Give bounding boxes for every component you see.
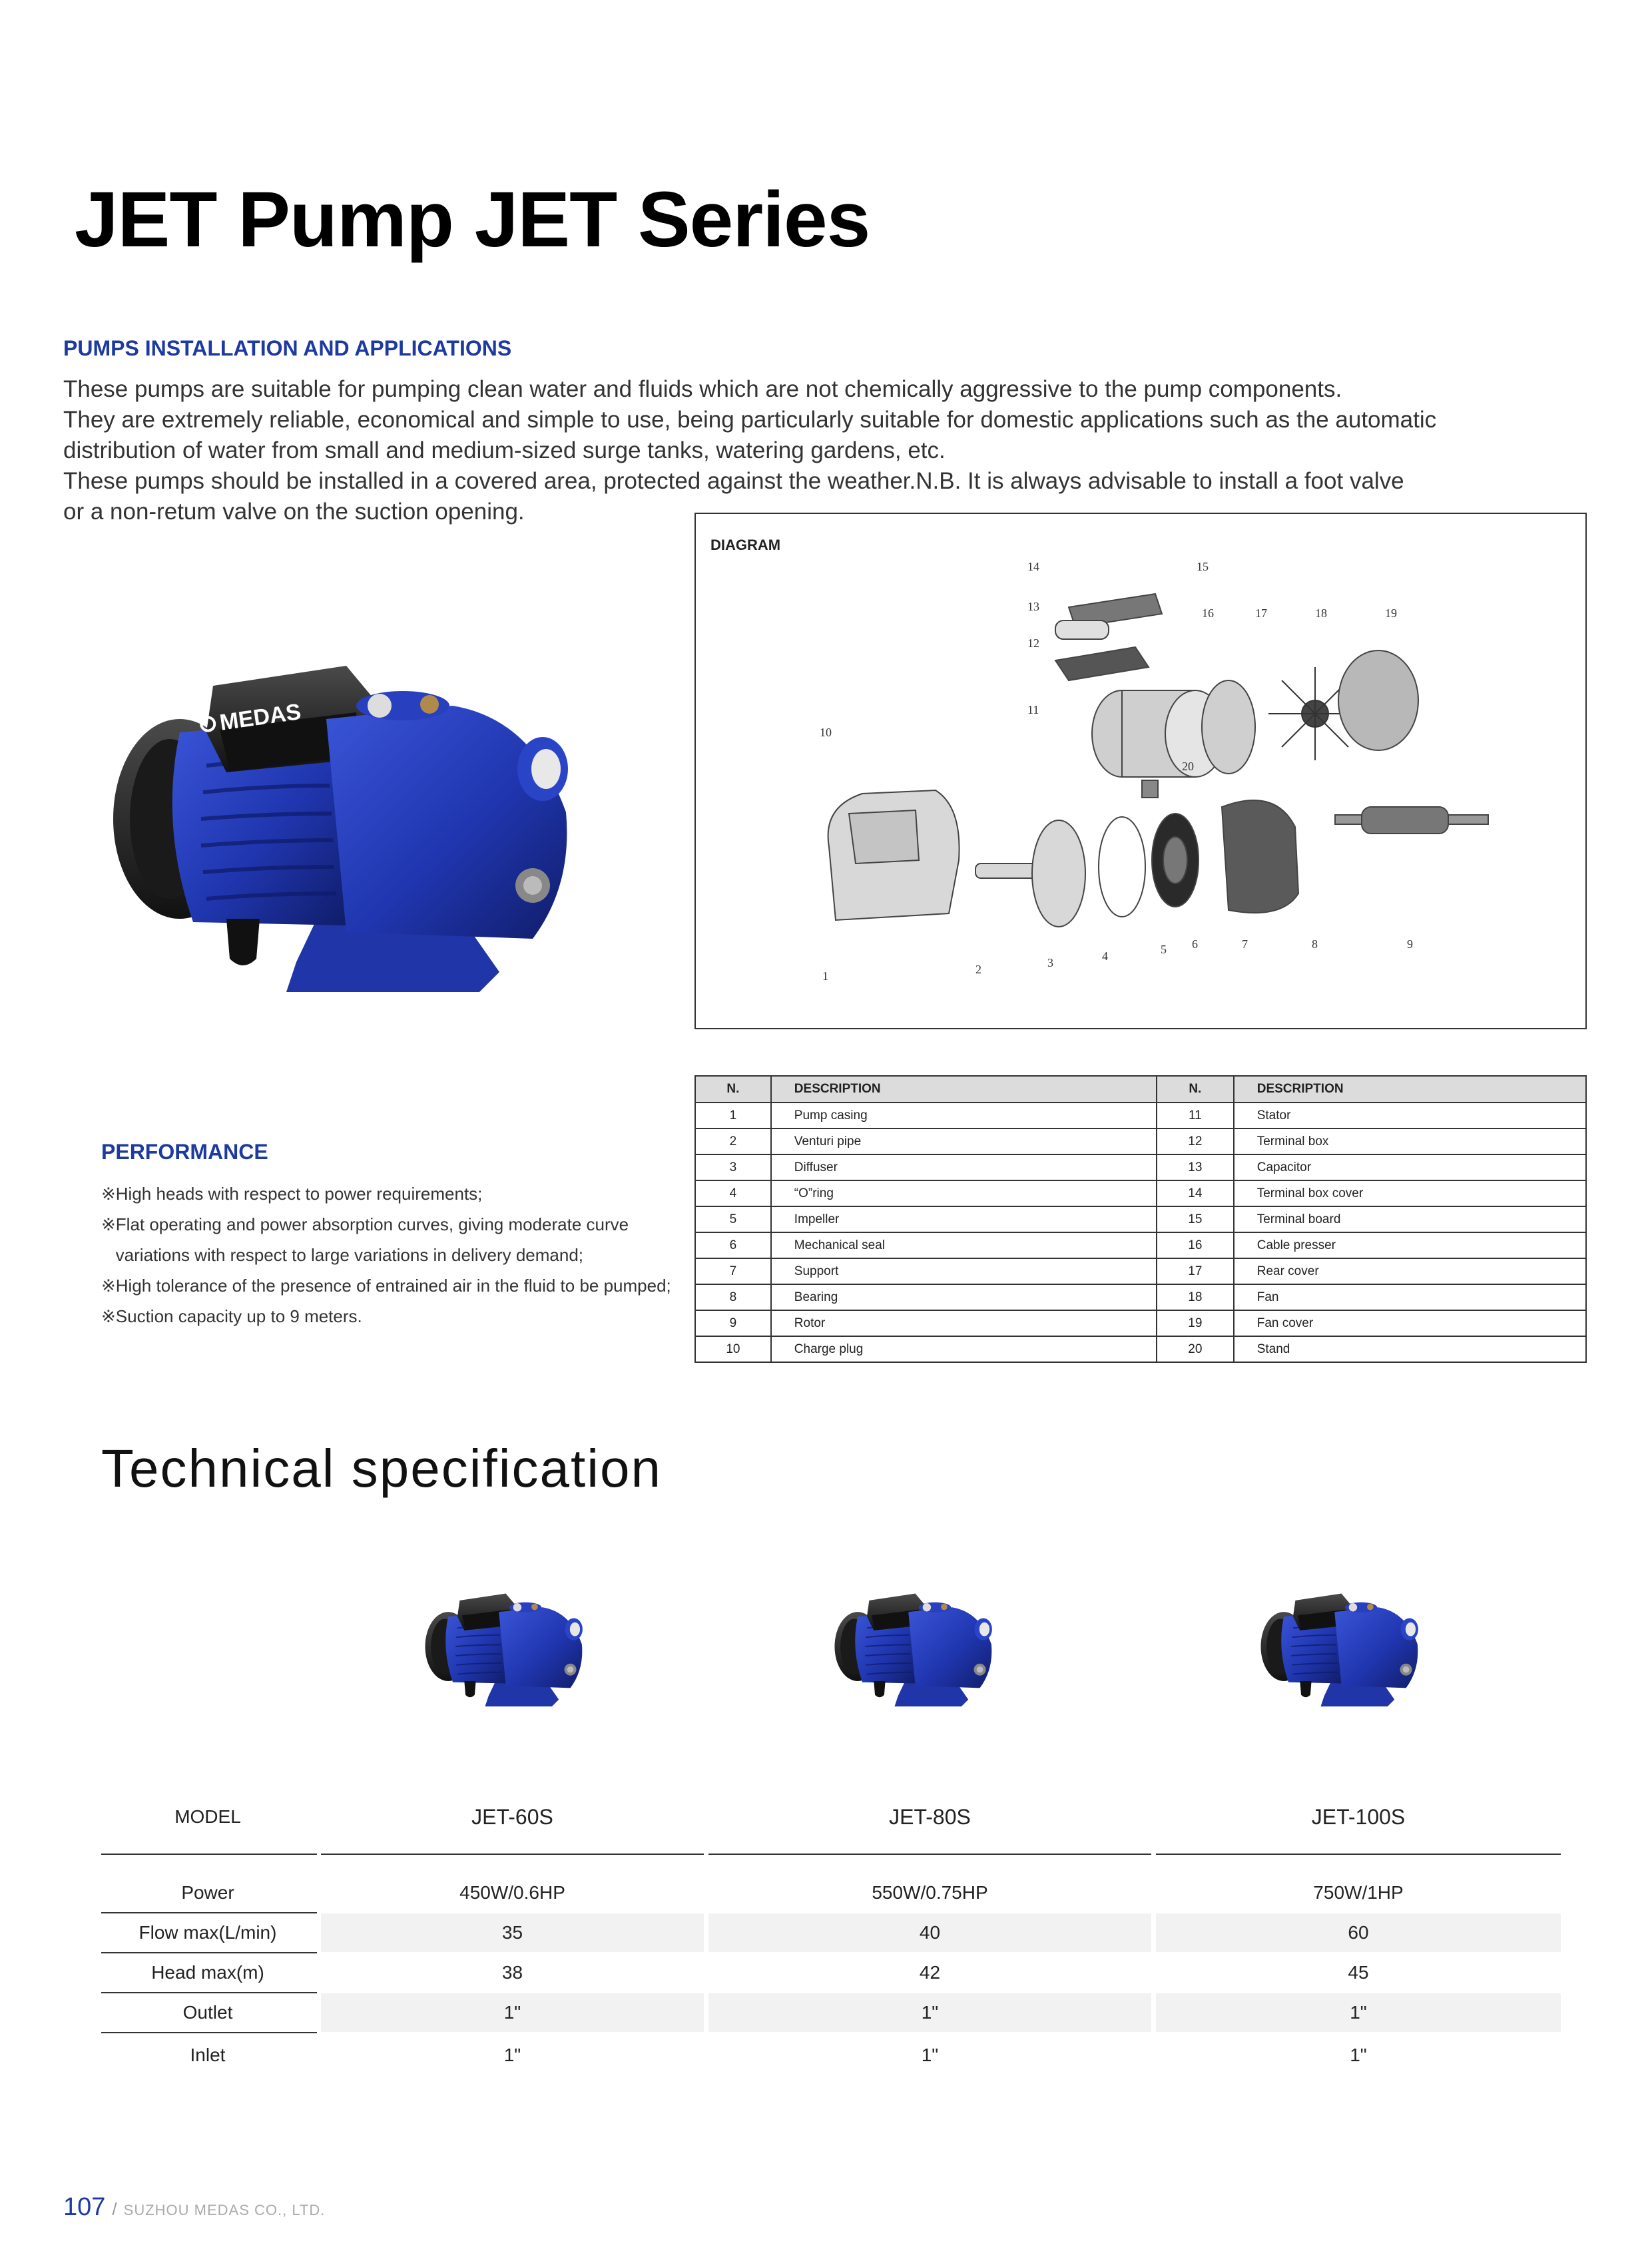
spec-label: Outlet bbox=[182, 2002, 233, 2023]
column-header: N. bbox=[695, 1076, 771, 1103]
parts-row bbox=[695, 1336, 1586, 1362]
spec-row bbox=[101, 1873, 1561, 1912]
performance-list bbox=[101, 1178, 671, 1332]
parts-table-header bbox=[695, 1076, 1586, 1103]
spec-header-model-2: JET-80S bbox=[889, 1805, 971, 1829]
part-description: Venturi pipe bbox=[771, 1128, 1157, 1154]
spec-value: 550W/0.75HP bbox=[872, 1882, 988, 1903]
callout-16: 16 bbox=[1202, 607, 1214, 620]
spec-label: Power bbox=[181, 1882, 234, 1903]
callout-10: 10 bbox=[820, 726, 832, 739]
installation-line: or a non-retum valve on the suction opening. bbox=[63, 499, 525, 525]
part-number: 12 bbox=[1157, 1128, 1234, 1154]
parts-row bbox=[695, 1310, 1586, 1336]
spec-header-row bbox=[101, 1798, 1561, 1836]
part-description: Fan cover bbox=[1234, 1310, 1586, 1336]
company-name: SUZHOU MEDAS CO., LTD. bbox=[123, 2202, 326, 2218]
parts-row bbox=[695, 1128, 1586, 1154]
column-header: DESCRIPTION bbox=[1234, 1076, 1586, 1103]
spec-row bbox=[101, 2036, 1561, 2075]
spec-value: 38 bbox=[501, 1962, 523, 1983]
part-number: 16 bbox=[1157, 1232, 1234, 1258]
parts-row bbox=[695, 1180, 1586, 1206]
performance-item: ※Suction capacity up to 9 meters. bbox=[101, 1306, 362, 1326]
parts-row bbox=[695, 1103, 1586, 1128]
column-header: DESCRIPTION bbox=[771, 1076, 1157, 1103]
spec-header-model-3: JET-100S bbox=[1311, 1805, 1406, 1829]
callout-5: 5 bbox=[1161, 943, 1167, 956]
parts-row bbox=[695, 1258, 1586, 1284]
callout-2: 2 bbox=[975, 963, 981, 976]
spec-value: 45 bbox=[1348, 1962, 1369, 1983]
spec-value: 1" bbox=[1350, 2045, 1367, 2065]
callout-13: 13 bbox=[1027, 600, 1039, 613]
part-number: 7 bbox=[695, 1258, 771, 1284]
spec-value: 450W/0.6HP bbox=[459, 1882, 565, 1903]
parts-row bbox=[695, 1232, 1586, 1258]
performance-item: ※High heads with respect to power requirements; bbox=[101, 1184, 483, 1204]
spec-row bbox=[101, 1953, 1561, 1992]
performance-item: ※Flat operating and power absorption curves, giving moderate curve bbox=[101, 1214, 629, 1234]
parts-table bbox=[694, 1075, 1587, 1363]
exploded-diagram-drawing bbox=[696, 514, 1585, 1028]
spec-header-model: MODEL bbox=[174, 1806, 241, 1827]
parts-row bbox=[695, 1206, 1586, 1232]
diagram-label: DIAGRAM bbox=[710, 537, 781, 553]
callout-8: 8 bbox=[1312, 937, 1318, 951]
part-number: 11 bbox=[1157, 1103, 1234, 1128]
spec-value: 750W/1HP bbox=[1313, 1882, 1404, 1903]
part-number: 2 bbox=[695, 1128, 771, 1154]
callout-20: 20 bbox=[1182, 760, 1194, 773]
callout-7: 7 bbox=[1242, 937, 1248, 951]
part-description: Bearing bbox=[771, 1284, 1157, 1310]
installation-line: These pumps should be installed in a covered area, protected against the weather.N.B. It is always advisable to install a foot valve bbox=[63, 468, 1404, 494]
part-description: Stator bbox=[1234, 1103, 1586, 1128]
callout-15: 15 bbox=[1197, 560, 1209, 573]
pump-product-image bbox=[107, 659, 626, 1005]
callout-19: 19 bbox=[1385, 607, 1397, 620]
part-number: 4 bbox=[695, 1180, 771, 1206]
spec-value: 35 bbox=[321, 1913, 704, 1952]
spec-label: Head max(m) bbox=[151, 1962, 264, 1983]
column-header: N. bbox=[1157, 1076, 1234, 1103]
exploded-diagram bbox=[694, 513, 1587, 1029]
callout-11: 11 bbox=[1027, 703, 1039, 716]
spec-row bbox=[101, 1993, 1561, 2032]
spec-label: Flow max(L/min) bbox=[138, 1922, 277, 1943]
spec-value: 40 bbox=[708, 1913, 1151, 1952]
page-footer bbox=[63, 2193, 325, 2222]
callout-18: 18 bbox=[1315, 607, 1327, 620]
part-description: Support bbox=[771, 1258, 1157, 1284]
part-number: 17 bbox=[1157, 1258, 1234, 1284]
part-description: “O”ring bbox=[771, 1180, 1157, 1206]
part-description: Fan bbox=[1234, 1284, 1586, 1310]
installation-line: distribution of water from small and medium-sized surge tanks, watering gardens, etc. bbox=[63, 437, 946, 463]
part-description: Impeller bbox=[771, 1206, 1157, 1232]
parts-row bbox=[695, 1284, 1586, 1310]
spec-label: Inlet bbox=[190, 2045, 226, 2065]
part-description: Stand bbox=[1234, 1336, 1586, 1362]
performance-item: ※High tolerance of the presence of entrained air in the fluid to be pumped; bbox=[101, 1276, 671, 1296]
spec-header-model-1: JET-60S bbox=[471, 1805, 553, 1829]
spec-value: 1" bbox=[503, 2045, 521, 2065]
parts-row bbox=[695, 1154, 1586, 1180]
pump-image-jet-60s bbox=[423, 1585, 603, 1718]
part-description: Capacitor bbox=[1234, 1154, 1586, 1180]
part-number: 19 bbox=[1157, 1310, 1234, 1336]
spec-value: 1" bbox=[921, 2045, 939, 2065]
pump-image-jet-80s bbox=[832, 1585, 1012, 1718]
callout-17: 17 bbox=[1255, 607, 1267, 620]
part-description: Terminal board bbox=[1234, 1206, 1586, 1232]
brand-logo-text: MEDAS bbox=[218, 699, 303, 736]
page-number: 107 bbox=[63, 2193, 106, 2221]
part-description: Terminal box cover bbox=[1234, 1180, 1586, 1206]
part-number: 10 bbox=[695, 1336, 771, 1362]
part-number: 9 bbox=[695, 1310, 771, 1336]
part-description: Pump casing bbox=[771, 1103, 1157, 1128]
part-description: Cable presser bbox=[1234, 1232, 1586, 1258]
callout-9: 9 bbox=[1407, 937, 1413, 951]
pump-image-jet-100s bbox=[1258, 1585, 1438, 1718]
spec-row bbox=[101, 1913, 1561, 1952]
part-description: Terminal box bbox=[1234, 1128, 1586, 1154]
spec-value: 1" bbox=[708, 1993, 1151, 2032]
part-number: 1 bbox=[695, 1103, 771, 1128]
part-number: 6 bbox=[695, 1232, 771, 1258]
callout-12: 12 bbox=[1027, 636, 1039, 650]
spec-value: 1" bbox=[321, 1993, 704, 2032]
tech-spec-heading: Technical specification bbox=[101, 1439, 662, 1498]
page-title: JET Pump JET Series bbox=[75, 176, 870, 264]
part-description: Rotor bbox=[771, 1310, 1157, 1336]
callout-1: 1 bbox=[822, 969, 828, 983]
part-description: Mechanical seal bbox=[771, 1232, 1157, 1258]
part-number: 3 bbox=[695, 1154, 771, 1180]
installation-heading: PUMPS INSTALLATION AND APPLICATIONS bbox=[63, 336, 512, 360]
installation-text bbox=[63, 374, 1568, 527]
footer-separator: / bbox=[112, 2199, 117, 2219]
callout-4: 4 bbox=[1102, 949, 1108, 963]
performance-item: variations with respect to large variations in delivery demand; bbox=[101, 1245, 584, 1265]
callout-3: 3 bbox=[1047, 956, 1053, 969]
performance-heading: PERFORMANCE bbox=[101, 1140, 268, 1164]
part-number: 8 bbox=[695, 1284, 771, 1310]
part-number: 13 bbox=[1157, 1154, 1234, 1180]
spec-value: 1" bbox=[1156, 1993, 1561, 2032]
part-number: 18 bbox=[1157, 1284, 1234, 1310]
callout-6: 6 bbox=[1192, 937, 1198, 951]
spec-value: 60 bbox=[1156, 1913, 1561, 1952]
part-description: Rear cover bbox=[1234, 1258, 1586, 1284]
spec-value: 42 bbox=[919, 1962, 941, 1983]
part-number: 14 bbox=[1157, 1180, 1234, 1206]
part-number: 15 bbox=[1157, 1206, 1234, 1232]
part-number: 20 bbox=[1157, 1336, 1234, 1362]
installation-line: They are extremely reliable, economical and simple to use, being particularly suitable for domestic applications such as the automatic bbox=[63, 407, 1437, 433]
part-number: 5 bbox=[695, 1206, 771, 1232]
part-description: Charge plug bbox=[771, 1336, 1157, 1362]
installation-line: These pumps are suitable for pumping clean water and fluids which are not chemically aggressive to the pump components. bbox=[63, 376, 1342, 402]
part-description: Diffuser bbox=[771, 1154, 1157, 1180]
callout-14: 14 bbox=[1027, 560, 1039, 573]
